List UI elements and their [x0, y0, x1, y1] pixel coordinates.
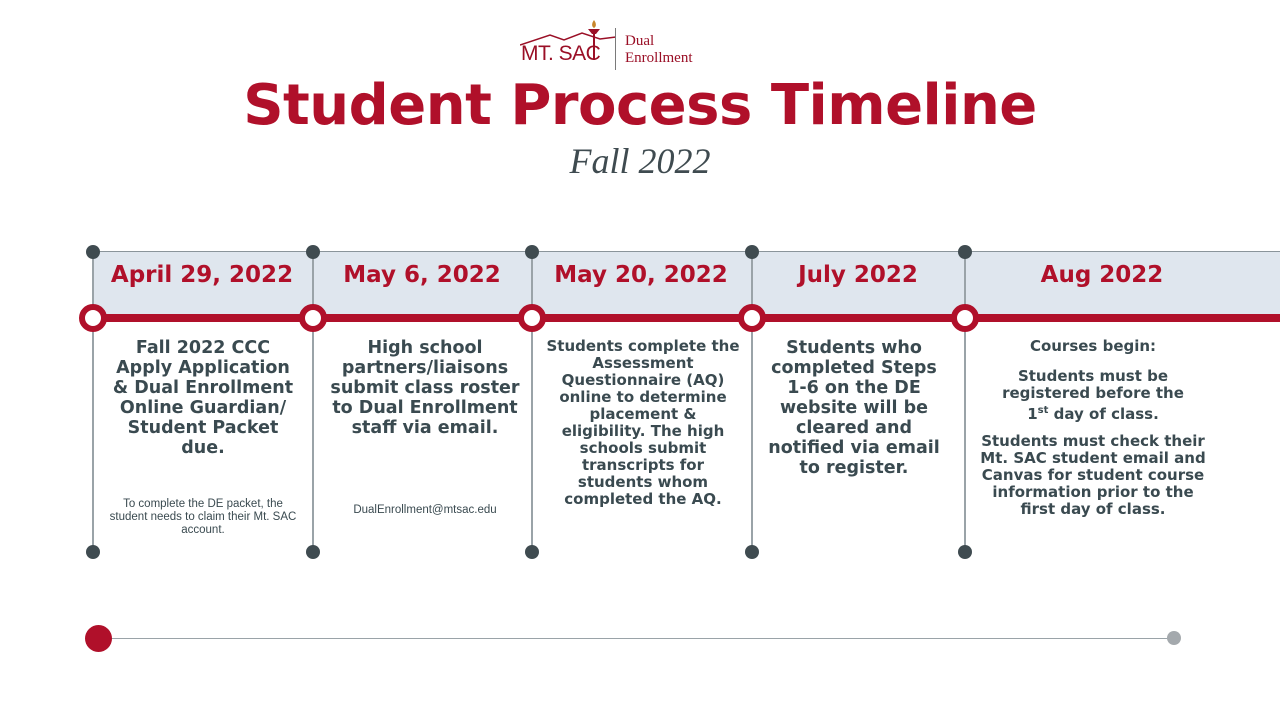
timeline-bottom-dot	[958, 545, 972, 559]
timeline-date: May 6, 2022	[343, 262, 501, 288]
timeline-description-courses-begin: Courses begin:	[1029, 337, 1157, 355]
timeline-divider	[312, 252, 314, 552]
timeline-line	[93, 314, 1280, 322]
timeline-date: May 20, 2022	[554, 262, 728, 288]
timeline-bottom-dot	[745, 545, 759, 559]
timeline-divider	[531, 252, 533, 552]
timeline-date: April 29, 2022	[110, 262, 294, 288]
timeline-bottom-dot	[525, 545, 539, 559]
page-title: Student Process Timeline	[243, 73, 1037, 138]
timeline-marker	[79, 304, 107, 332]
registration-text: Students must be registered before the 1	[1002, 367, 1184, 423]
timeline-divider	[751, 252, 753, 552]
logo-wordmark: MT. SAC	[521, 42, 601, 65]
timeline-top-dot	[958, 245, 972, 259]
slide-progress-start	[85, 625, 112, 652]
timeline-description-canvas: Students must check their Mt. SAC student email and Canvas for student course information prior to the first day of class.	[980, 432, 1206, 518]
timeline-divider	[964, 252, 966, 552]
timeline-top-dot	[306, 245, 320, 259]
timeline-date: Aug 2022	[1040, 262, 1164, 288]
slide-progress-line	[98, 638, 1174, 639]
timeline-bottom-dot	[86, 545, 100, 559]
timeline-description-registration	[990, 368, 1196, 423]
timeline-bottom-dot	[306, 545, 320, 559]
timeline-top-dot	[86, 245, 100, 259]
registration-text-end: day of class.	[1048, 405, 1159, 423]
timeline-description: Fall 2022 CCC Apply Application & Dual Enrollment Online Guardian/ Student Packet due.	[112, 338, 294, 458]
logo-sub-line2: Enrollment	[625, 50, 693, 66]
timeline-top-dot	[745, 245, 759, 259]
timeline-note: To complete the DE packet, the student needs to claim their Mt. SAC account.	[109, 498, 297, 536]
page-subtitle: Fall 2022	[569, 141, 711, 181]
timeline-marker	[299, 304, 327, 332]
timeline-description: Students complete the Assessment Questionnaire (AQ) online to determine placement & eligibility. The high schools submit transcripts for students whom completed the AQ.	[546, 337, 740, 508]
timeline-marker	[738, 304, 766, 332]
contact-email: DualEnrollment@mtsac.edu	[353, 504, 497, 516]
registration-sup: st	[1037, 405, 1049, 416]
timeline-divider	[92, 252, 94, 552]
timeline-description: Students who completed Steps 1-6 on the DE website will be cleared and notified via email to register.	[768, 338, 940, 478]
timeline-date: July 2022	[798, 262, 918, 288]
slide-progress-end	[1167, 631, 1181, 645]
timeline-marker	[518, 304, 546, 332]
timeline-description: High school partners/liaisons submit class roster to Dual Enrollment staff via email.	[330, 338, 520, 438]
timeline-marker	[951, 304, 979, 332]
logo-sub-line1: Dual	[625, 33, 655, 49]
mtsac-logo	[520, 18, 720, 72]
timeline-top-dot	[525, 245, 539, 259]
logo-divider	[615, 28, 616, 70]
